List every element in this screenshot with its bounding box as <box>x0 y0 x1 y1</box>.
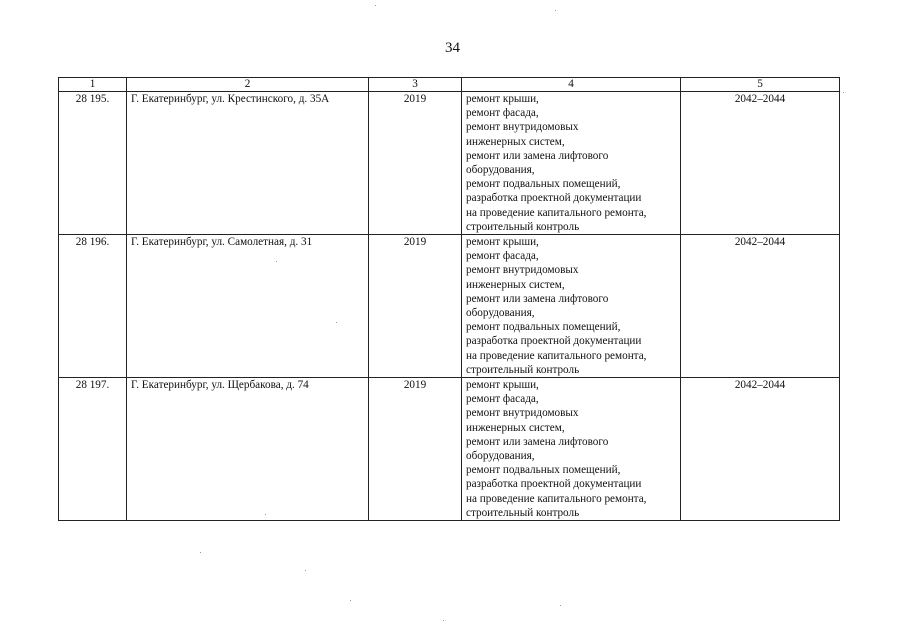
year-value: 2019 <box>369 378 462 521</box>
work-item: строительный контроль <box>466 506 580 519</box>
table-header-row <box>59 78 840 92</box>
work-item: ремонт крыши, <box>466 379 539 392</box>
work-item: ремонт внутридомовых <box>466 121 579 134</box>
row-number: 28 195. <box>59 92 127 235</box>
year-value: 2019 <box>369 235 462 378</box>
row-number: 28 196. <box>59 235 127 378</box>
work-item: ремонт внутридомовых <box>466 407 579 420</box>
scan-speck <box>443 620 444 621</box>
work-item: инженерных систем, <box>466 135 565 148</box>
work-item: разработка проектной документации <box>466 478 642 491</box>
work-item: на проведение капитального ремонта, <box>466 349 647 362</box>
work-item: ремонт фасада, <box>466 250 539 263</box>
scan-speck <box>276 261 277 262</box>
work-item: инженерных систем, <box>466 421 565 434</box>
work-item: ремонт внутридомовых <box>466 264 579 277</box>
work-item: оборудования, <box>466 307 535 320</box>
period-value: 2042–2044 <box>681 235 840 378</box>
work-item: ремонт фасада, <box>466 107 539 120</box>
work-item: инженерных систем, <box>466 278 565 291</box>
building-address: Г. Екатеринбург, ул. Самолетная, д. 31 <box>127 235 369 378</box>
work-item: на проведение капитального ремонта, <box>466 492 647 505</box>
works-list <box>462 235 681 378</box>
works-list <box>462 378 681 521</box>
work-item: на проведение капитального ремонта, <box>466 206 647 219</box>
repair-schedule-table <box>58 77 840 521</box>
work-item: разработка проектной документации <box>466 335 642 348</box>
scan-speck <box>200 552 201 553</box>
column-header-3: 3 <box>369 78 462 92</box>
work-item: ремонт или замена лифтового <box>466 435 609 448</box>
table-row <box>59 235 840 378</box>
scan-speck <box>265 514 266 515</box>
scan-speck <box>336 322 337 323</box>
column-header-4: 4 <box>462 78 681 92</box>
period-value: 2042–2044 <box>681 92 840 235</box>
work-item: оборудования, <box>466 450 535 463</box>
row-number: 28 197. <box>59 378 127 521</box>
work-item: разработка проектной документации <box>466 192 642 205</box>
work-item: оборудования, <box>466 164 535 177</box>
building-address: Г. Екатеринбург, ул. Крестинского, д. 35А <box>127 92 369 235</box>
table-row <box>59 92 840 235</box>
column-header-2: 2 <box>127 78 369 92</box>
work-item: ремонт крыши, <box>466 93 539 105</box>
works-list <box>462 92 681 235</box>
scan-speck <box>555 10 556 11</box>
work-item: ремонт или замена лифтового <box>466 292 609 305</box>
building-address: Г. Екатеринбург, ул. Щербакова, д. 74 <box>127 378 369 521</box>
scan-speck <box>375 5 376 6</box>
work-item: ремонт подвальных помещений, <box>466 178 621 191</box>
scan-speck <box>350 600 351 601</box>
period-value: 2042–2044 <box>681 378 840 521</box>
work-item: строительный контроль <box>466 220 580 233</box>
page-number: 34 <box>445 40 460 56</box>
work-item: ремонт крыши, <box>466 236 539 249</box>
table-row <box>59 378 840 521</box>
column-header-5: 5 <box>681 78 840 92</box>
scan-speck <box>305 570 306 571</box>
year-value: 2019 <box>369 92 462 235</box>
column-header-1: 1 <box>59 78 127 92</box>
work-item: ремонт подвальных помещений, <box>466 321 621 334</box>
scan-speck <box>843 92 844 93</box>
work-item: строительный контроль <box>466 363 580 376</box>
work-item: ремонт фасада, <box>466 393 539 406</box>
scan-speck <box>560 605 561 606</box>
work-item: ремонт подвальных помещений, <box>466 464 621 477</box>
work-item: ремонт или замена лифтового <box>466 149 609 162</box>
